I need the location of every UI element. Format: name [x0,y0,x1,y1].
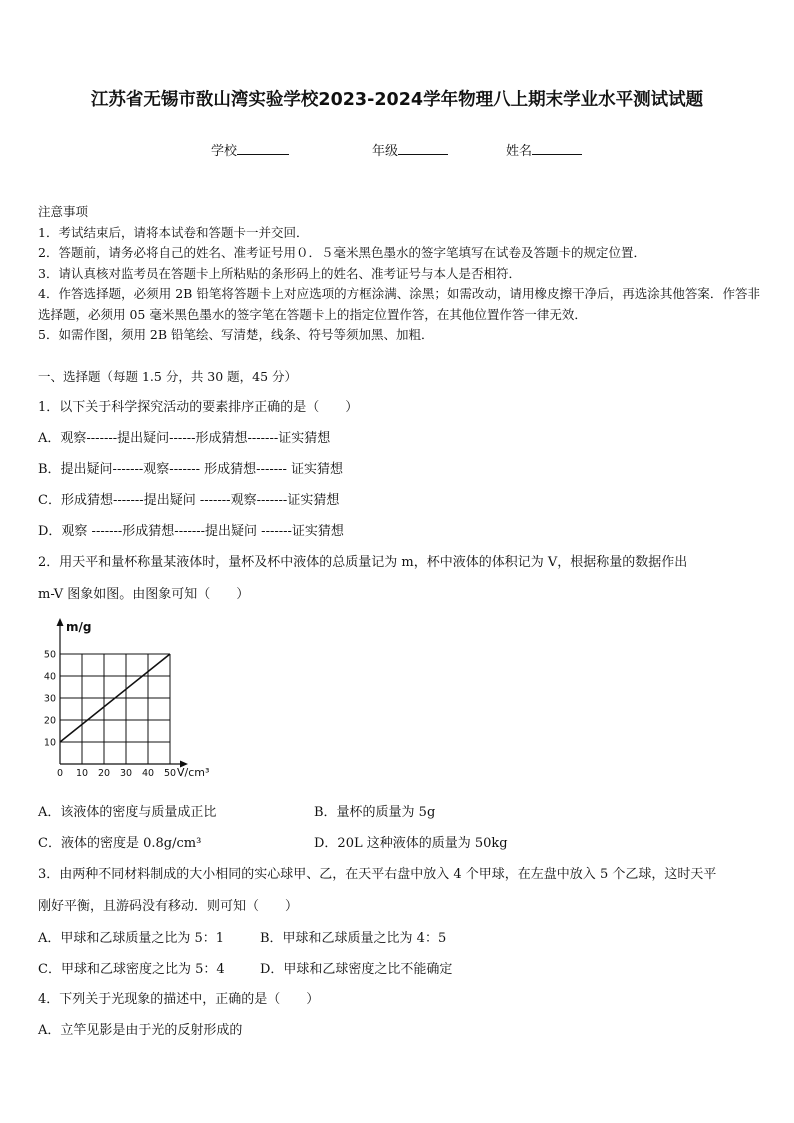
q2-option-d: D．20L 这种液体的质量为 50kg [314,836,508,851]
note-item: 2．答题前，请务必将自己的姓名、准考证号用０．５毫米黑色墨水的签字笔填写在试卷及答题卡的规定位置． [38,245,646,260]
grade-blank [398,141,448,155]
y-tick-label: 30 [43,693,56,705]
x-tick-label: 40 [141,768,155,779]
q3-stem-line1: 3．由两种不同材料制成的大小相同的实心球甲、乙，在天平右盘中放入 4 个甲球，在左盘中放入 5 个乙球，这时天平 [38,867,717,882]
q2-option-b: B．量杯的质量为 5g [314,805,436,820]
x-tick-label: 20 [97,768,111,779]
grade-field [372,140,448,159]
page-title: 江苏省无锡市敔山湾实验学校2023-2024学年物理八上期末学业水平测试试题 [90,90,704,110]
m-v-chart [36,614,236,784]
chart-x-axis-label: V/cm³ [177,766,210,779]
x-tick-label: 0 [56,768,64,779]
chart-ticks [44,650,176,780]
q1-stem: 1．以下关于科学探究活动的要素排序正确的是（ ） [38,400,359,415]
q2-option-a: A．该液体的密度与质量成正比 [38,805,217,820]
q4-option-a: A．立竿见影是由于光的反射形成的 [38,1023,243,1038]
chart-y-axis-label: m/g [66,620,92,634]
q2-stem-line1: 2．用天平和量杯称量某液体时，量杯及杯中液体的总质量记为 m，杯中液体的体积记为 V，根据称量的数据作出 [38,555,688,570]
x-tick-label: 50 [163,768,177,779]
q3-option-c: C．甲球和乙球密度之比为 5：4 [38,962,225,977]
school-field [211,140,289,159]
y-tick-label: 40 [43,671,56,683]
y-axis-arrow [57,618,64,626]
q1-option-c: C．形成猜想-------提出疑问 -------观察-------证实猜想 [38,493,340,508]
q3-option-d: D．甲球和乙球密度之比不能确定 [260,962,453,977]
name-field [506,140,582,159]
school-blank [237,141,289,155]
q2-option-c: C．液体的密度是 0.8g/cm³ [38,836,202,851]
note-item: 1．考试结束后，请将本试卷和答题卡一并交回． [38,224,309,240]
section-heading: 一、选择题（每题 1.5 分，共 30 题，45 分） [38,369,298,384]
school-label: 学校 [211,144,238,159]
q4-stem: 4．下列关于光现象的描述中，正确的是（ ） [38,992,320,1007]
q3-option-b: B．甲球和乙球质量之比为 4：5 [260,931,447,946]
y-tick-label: 10 [43,737,56,749]
note-item: 4．作答选择题，必须用 2B 铅笔将答题卡上对应选项的方框涂满、涂黑；如需改动，请用橡皮擦干净后，再选涂其他答案．作答非选择题，必须用 05 毫米黑色墨水的签字笔在答题卡上的指定位置作答，在其他位置作答一律无效． [38,286,760,322]
y-tick-label: 20 [43,715,56,727]
notes-heading: 注意事项 [38,204,89,219]
q1-option-a: A．观察-------提出疑问------形成猜想-------证实猜想 [38,431,331,446]
x-tick-label: 10 [75,768,89,779]
y-tick-label: 50 [43,649,56,661]
note-item: 5．如需作图，须用 2B 铅笔绘、写清楚，线条、符号等须加黑、加粗． [38,327,434,342]
q1-option-d: D．观察 -------形成猜想-------提出疑问 -------证实猜想 [38,524,344,539]
q2-stem-line2: m-V 图象如图。由图象可知（ ） [38,587,250,602]
grade-label: 年级 [372,144,399,159]
notes-block [38,202,760,346]
note-item: 3．请认真核对监考员在答题卡上所粘贴的条形码上的姓名、准考证号与本人是否相符． [38,265,521,281]
name-blank [532,141,582,155]
chart-grid [60,654,170,764]
x-tick-label: 30 [119,768,133,779]
q1-option-b: B．提出疑问-------观察------- 形成猜想------- 证实猜想 [38,462,344,477]
name-label: 姓名 [506,144,533,159]
q3-stem-line2: 刚好平衡，且游码没有移动．则可知（ ） [38,899,299,914]
q3-option-a: A．甲球和乙球质量之比为 5：1 [38,931,225,946]
